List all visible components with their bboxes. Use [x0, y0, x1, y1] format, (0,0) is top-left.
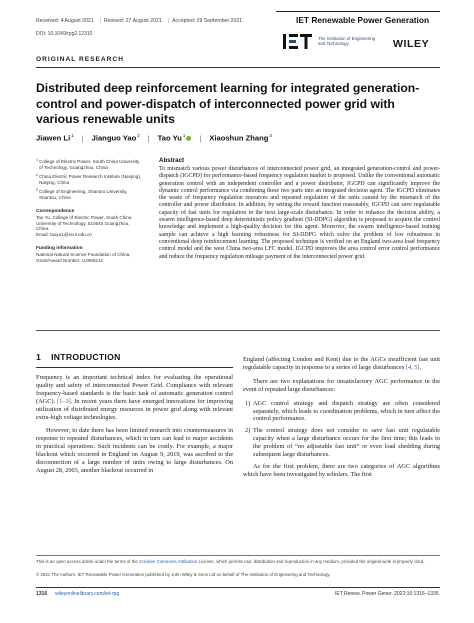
footer-citation: IET Renew. Power Gener. 2022;16:1316–1335.: [335, 591, 440, 597]
license-text: This is an open access article under the terms of the Creative Commons Attribution License, which permits use, distribution and reproduction in any medium, provided the original work is properly cited.: [36, 559, 425, 564]
doi[interactable]: DOI: 10.1049/rpg2.12310: [36, 31, 93, 37]
affiliation-3: 3 College of Engineering, Shantou University, Shantou, China: [36, 188, 128, 200]
intro-right-column: [243, 356, 440, 485]
page-number: 1316: [36, 591, 48, 597]
funding-heading: Funding information: [36, 245, 83, 251]
publisher-logo: WILEY: [393, 38, 430, 50]
citation-link[interactable]: [4, 5]: [405, 363, 420, 371]
footer-divider: [36, 587, 440, 588]
footer-left: [36, 591, 119, 597]
affiliation-2: 2 China Electric Power Research Institute (Nanjing), Nanjing, China: [36, 173, 142, 185]
article-dates: Received: 4 August 2021 | Revised: 27 August 2021 | Accepted: 29 September 2021: [36, 18, 243, 24]
iet-logo-icon: [283, 33, 313, 50]
list-item: 2) The control strategy does not consider to save fast unit regulatable capacity when a large disturbance occurs for the first time; this leads to the problem of “no adjustable fast unit” or even load shedding during subsequent large disturbances.: [245, 427, 440, 459]
accepted-date: Accepted: 29 September 2021: [172, 18, 243, 24]
citation-link[interactable]: [1–3]: [57, 397, 71, 405]
intro-heading: 1 INTRODUCTION: [36, 352, 121, 362]
intro-left-column: [36, 374, 233, 475]
intro-paragraph-2: However, to date there has been limited research into countermeasures in response to repeated disturbances, which in turn can lead to major accidents in practical operations. Such incidents can be costly. For example, a major blackout which occurred in England on August 9, 2019, was ascribed to the disconnection of a large number of units owing to large disturbances. On August 28, 2003, another blackout occurred in: [36, 427, 233, 474]
correspondence-text: Tao Yu, College of Electric Power, South China University of Technology, 510640 Guangzhou, China.: [36, 215, 132, 232]
license-divider: [36, 555, 440, 556]
funding-text: National Natural Science Foundation of China, Grant/Award Number: U2066212: [36, 252, 131, 263]
intro-paragraph-3: England (affecting London and Kent) due to the AGCs insufficient fast unit regulatable capacity in response to a series of large disturbances [4, 5].: [243, 356, 440, 371]
affiliations-column: [36, 159, 144, 263]
correspondence-heading: Correspondence: [36, 208, 75, 214]
revised-date: Revised: 27 August 2021: [104, 18, 162, 24]
header-divider: [36, 67, 440, 68]
list-item: 1) AGC control strategy and dispatch strategy are often considered separately, which leads to coordination problems, which in turn affect the control performance.: [245, 399, 440, 423]
journal-name: IET Renewable Power Generation: [296, 15, 430, 25]
author-list: Jiawen Li$^1$ | Jianguo Yao$^2$ | Tao Yu$^1$ | Xiaoshun Zhang$^3$: [36, 133, 272, 143]
abstract-divider: [36, 330, 440, 331]
license-link[interactable]: Creative Commons Attribution: [139, 559, 198, 564]
iet-logo-text: The Institution of Engineering and Technology: [318, 36, 376, 47]
orcid-icon[interactable]: [186, 136, 191, 141]
abstract-text: To mismatch various power disturbances of interconnected power grid, an integrated generation-control and power-dispatch (IGCPD) for performance-based frequency regulation market is proposed. Unlike the conventional automatic generation control with an independent controller and a power distributor, IGCPD can significantly improve the dynamic control performance via combining these two parts into an integrated decision agent. The IGCPD eliminates the waste of frequency regulation resources and repeated regulation of the units caused by the mismatch of the controller and power distributor. In addition, by setting the reward function reasonably, IGCPD can save regulatable capacity of fast units for regulation in the next large-scale disturbance. In order to enhance the decision ability, a swarm intelligence-based deep deterministic policy gradient (SI-DDPG) algorithm is proposed to acquire the control knowledge and implement a high-quality decision for this agent. Moreover, the swarm intelligence-based training sample can achieve a high learning robustness for SI-DDPG which solve the problem of low robustness in conventional deep reinforcement learning. The proposed technique is verified on an England two-area load frequency control model and the west China two-area LFC model. IGCPD improves the area control error control performance and reduce the frequency regulation mileage payment of the interconnected power grid.: [159, 166, 440, 260]
article-title: Distributed deep reinforcement learning for integrated generation-control and power-dispatch of interconnected power grid with various renewable units: [36, 81, 420, 127]
received-date: Received: 4 August 2021: [36, 18, 94, 24]
affiliation-1: 1 College of Electric Power, South China University of Technology, Guangzhou, China: [36, 158, 140, 170]
intro-paragraph-4: There are two explanations for unsatisfactory AGC performance in the event of repeated large disturbances:: [243, 377, 440, 393]
abstract: [159, 157, 440, 261]
journal-url-link[interactable]: wileyonlinelibrary.com/iet-rpg: [55, 591, 120, 597]
correspondence-email[interactable]: Email: taoyu1@scut.edu.cn: [36, 231, 92, 237]
author-2[interactable]: Jianguo Yao$^2$: [91, 133, 140, 143]
copyright-text: © 2021 The Authors. IET Renewable Power Generation published by John Wiley & Sons Ltd on behalf of The Institution of Engineering and Technology.: [36, 572, 331, 577]
author-3[interactable]: Tao Yu$^1$: [158, 133, 192, 143]
section-tag: ORIGINAL RESEARCH: [36, 56, 124, 63]
abstract-heading: Abstract: [159, 157, 185, 164]
intro-paragraph-5: As for the first problem, there are two categories of AGC algorithms which have been investigated by scholars. The first: [243, 462, 440, 478]
author-4[interactable]: Xiaoshun Zhang$^3$: [209, 133, 272, 143]
intro-rule: [36, 367, 233, 368]
author-1[interactable]: Jiawen Li$^1$: [36, 133, 74, 143]
intro-paragraph-1: Frequency is an important technical index for evaluating the operational quality and safety of interconnected Power Grid. Compliance with relevant frequency-based standards is the basic task of automatic generation control (AGC). [1–3]. In recent years there have emerged innovations for improving utilization of distributed energy resources in power grid along with relevant extra-high voltage technologies.: [36, 374, 233, 421]
